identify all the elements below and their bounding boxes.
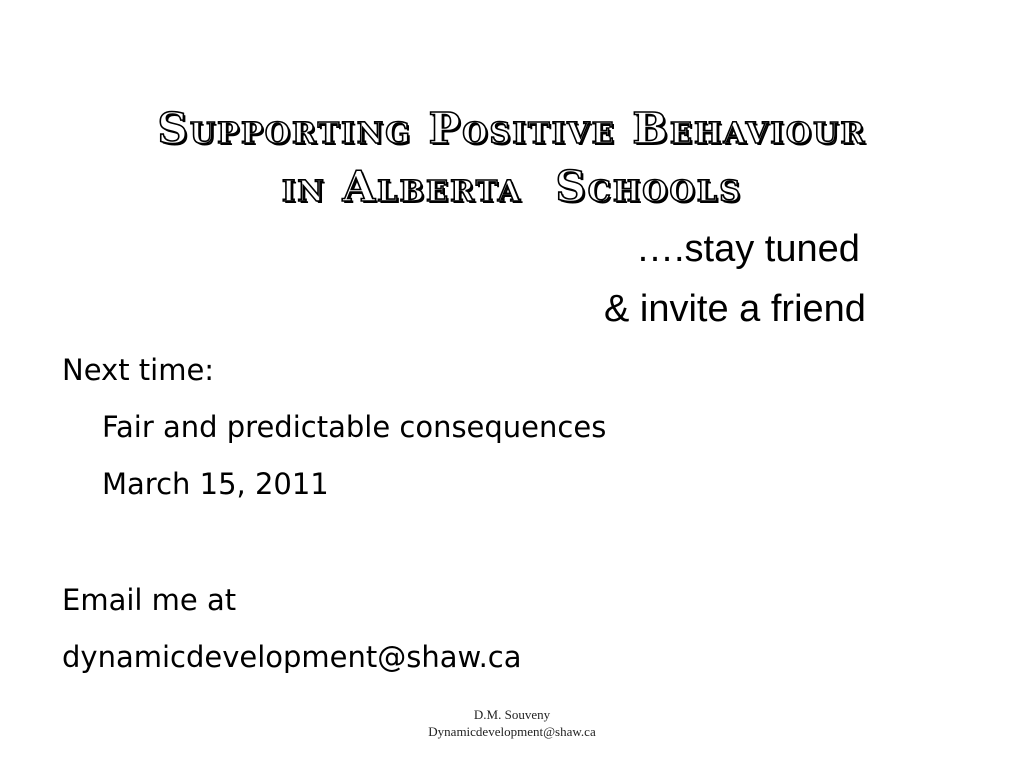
slide-title bbox=[40, 100, 984, 216]
footer-email: Dynamicdevelopment@shaw.ca bbox=[428, 724, 596, 739]
footer-author: D.M. Souveny bbox=[473, 707, 551, 722]
next-time-label: Next time: bbox=[62, 353, 215, 387]
contact-email: dynamicdevelopment@shaw.ca bbox=[62, 640, 522, 674]
title-line-1: Supporting Positive Behaviour bbox=[157, 104, 867, 153]
slide-footer bbox=[362, 706, 662, 740]
tagline-invite-friend: & invite a friend bbox=[604, 288, 866, 330]
next-date: March 15, 2011 bbox=[102, 467, 329, 501]
tagline-stay-tuned: ….stay tuned bbox=[636, 228, 860, 270]
email-prompt: Email me at bbox=[62, 583, 237, 617]
next-topic: Fair and predictable consequences bbox=[102, 410, 607, 444]
title-line-2: in Alberta Schools bbox=[281, 162, 743, 211]
